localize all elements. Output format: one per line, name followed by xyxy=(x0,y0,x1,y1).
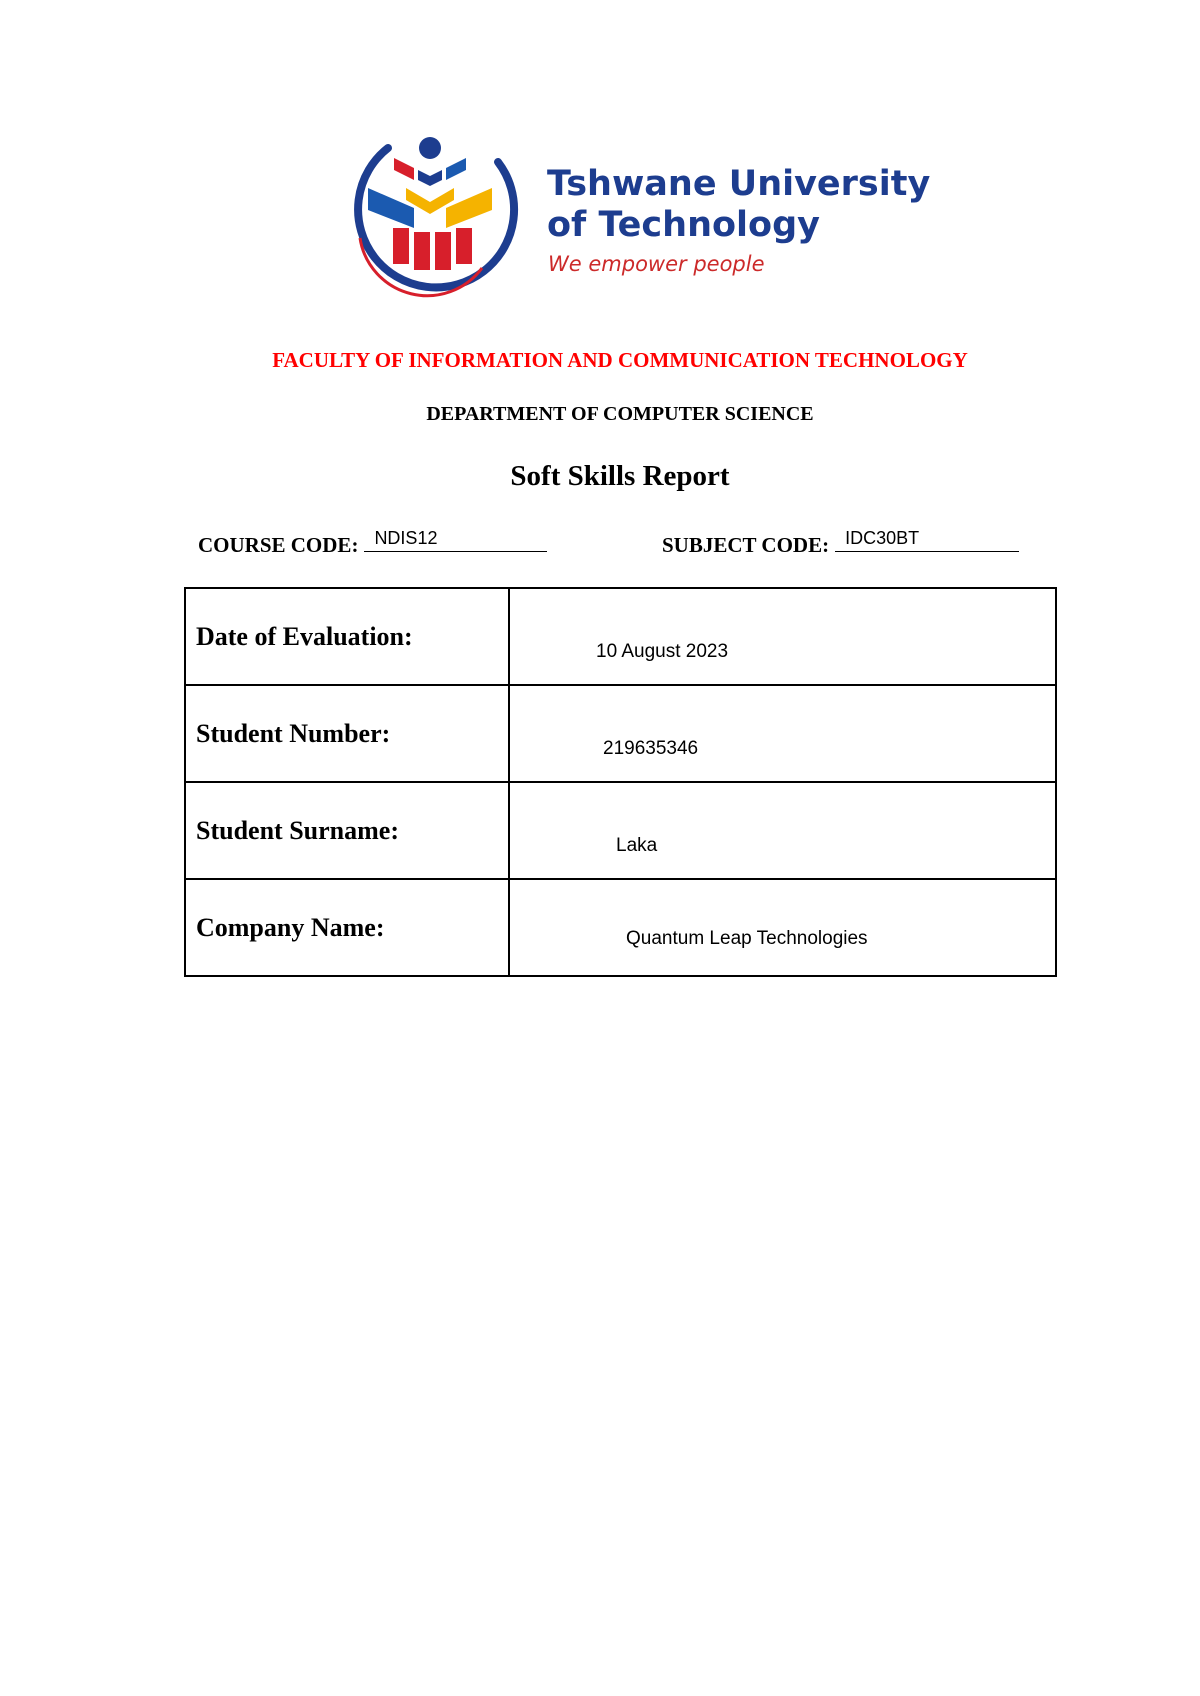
student-info-table xyxy=(184,587,1057,977)
student-surname-cell[interactable] xyxy=(509,782,1056,879)
date-of-evaluation-cell[interactable] xyxy=(509,588,1056,685)
date-of-evaluation-label: Date of Evaluation: xyxy=(185,588,509,685)
course-code-line xyxy=(198,528,547,558)
university-name-line1: Tshwane University xyxy=(547,164,931,204)
course-code-label: COURSE CODE: xyxy=(198,533,359,557)
course-code-value: NDIS12 xyxy=(374,528,438,548)
table-row-company-name xyxy=(185,879,1056,976)
report-title: Soft Skills Report xyxy=(510,460,730,492)
university-name-line2: of Technology xyxy=(547,205,820,245)
faculty-heading: FACULTY OF INFORMATION AND COMMUNICATION TECHNOLOGY xyxy=(272,348,968,372)
university-tagline: We empower people xyxy=(548,252,765,276)
subject-code-line xyxy=(662,528,1019,558)
student-number-value: 219635346 xyxy=(603,738,699,760)
company-name-label: Company Name: xyxy=(185,879,509,976)
university-name xyxy=(547,164,930,246)
student-surname-value: Laka xyxy=(616,835,658,857)
subject-code-field[interactable] xyxy=(835,528,1019,552)
university-emblem-icon xyxy=(330,128,540,298)
date-of-evaluation-value: 10 August 2023 xyxy=(596,641,729,663)
company-name-value: Quantum Leap Technologies xyxy=(626,927,868,949)
subject-code-label: SUBJECT CODE: xyxy=(662,533,830,557)
table-row-student-number xyxy=(185,685,1056,782)
student-surname-label: Student Surname: xyxy=(185,782,509,879)
department-heading: DEPARTMENT OF COMPUTER SCIENCE xyxy=(426,403,814,425)
university-logo xyxy=(330,128,931,298)
company-name-cell[interactable] xyxy=(509,879,1056,976)
student-number-label: Student Number: xyxy=(185,685,509,782)
table-row-date xyxy=(185,588,1056,685)
table-row-student-surname xyxy=(185,782,1056,879)
course-code-field[interactable] xyxy=(364,528,547,552)
subject-code-value: IDC30BT xyxy=(845,528,920,548)
student-number-cell[interactable] xyxy=(509,685,1056,782)
